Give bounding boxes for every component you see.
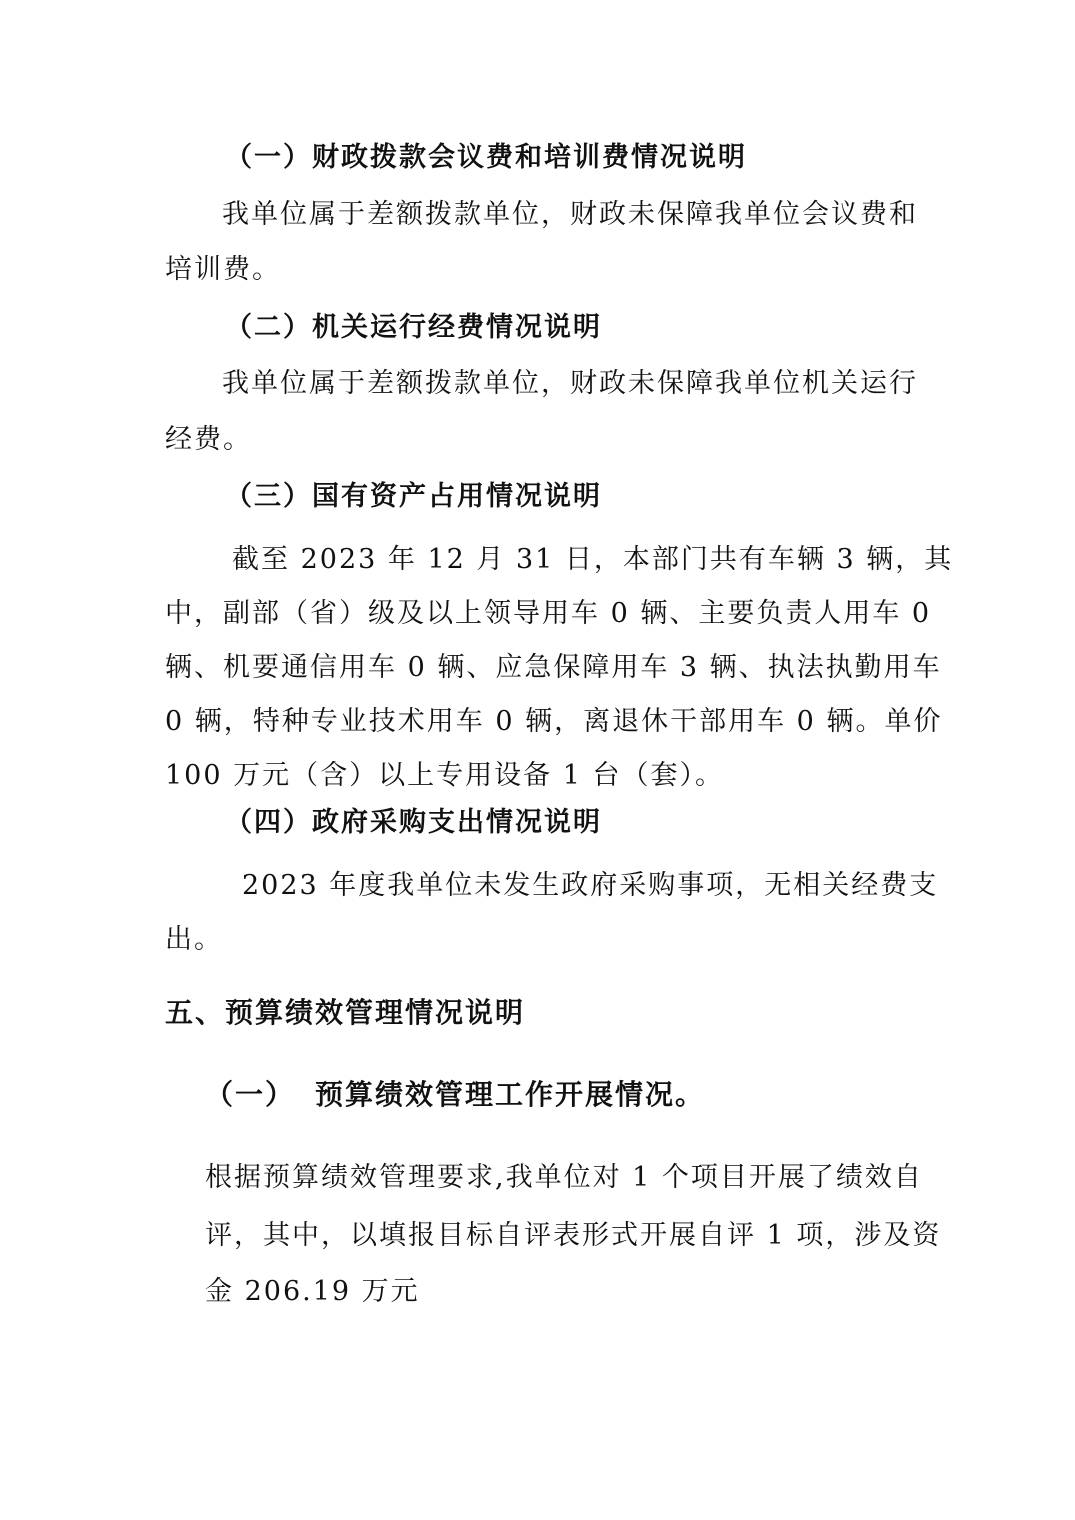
section-2-line-1: 我单位属于差额拨款单位，财政未保障我单位机关运行 xyxy=(222,368,918,399)
section-4-line-2: 出。 xyxy=(165,924,223,955)
section-3-line-4: 0 辆，特种专业技术用车 0 辆，离退休干部用车 0 辆。单价 xyxy=(165,706,943,737)
section-3-line-5: 100 万元（含）以上专用设备 1 台（套）。 xyxy=(165,760,724,791)
part-5-line-3: 金 206.19 万元 xyxy=(205,1276,420,1307)
section-1-line-2: 培训费。 xyxy=(165,254,281,285)
section-4-line-1: 2023 年度我单位未发生政府采购事项，无相关经费支 xyxy=(242,870,939,901)
section-3-line-2: 中，副部（省）级及以上领导用车 0 辆、主要负责人用车 0 xyxy=(165,598,932,629)
part-5-line-1: 根据预算绩效管理要求,我单位对 1 个项目开展了绩效自 xyxy=(205,1162,923,1193)
section-3-heading: （三）国有资产占用情况说明 xyxy=(225,481,602,512)
section-2-line-2: 经费。 xyxy=(165,424,252,455)
part-5-sub-heading: 预算绩效管理工作开展情况。 xyxy=(315,1078,706,1111)
section-3-line-1: 截至 2023 年 12 月 31 日，本部门共有车辆 3 辆，其 xyxy=(232,544,954,575)
section-1-heading: （一）财政拨款会议费和培训费情况说明 xyxy=(225,142,747,173)
part-5-line-2: 评，其中，以填报目标自评表形式开展自评 1 项，涉及资 xyxy=(205,1220,942,1251)
part-5-sub-marker: （一） xyxy=(205,1078,296,1111)
part-5-heading: 五、预算绩效管理情况说明 xyxy=(165,996,526,1029)
section-2-heading: （二）机关运行经费情况说明 xyxy=(225,312,602,343)
section-3-line-3: 辆、机要通信用车 0 辆、应急保障用车 3 辆、执法执勤用车 xyxy=(165,652,942,683)
section-4-heading: （四）政府采购支出情况说明 xyxy=(225,807,602,838)
section-1-line-1: 我单位属于差额拨款单位，财政未保障我单位会议费和 xyxy=(222,199,918,230)
